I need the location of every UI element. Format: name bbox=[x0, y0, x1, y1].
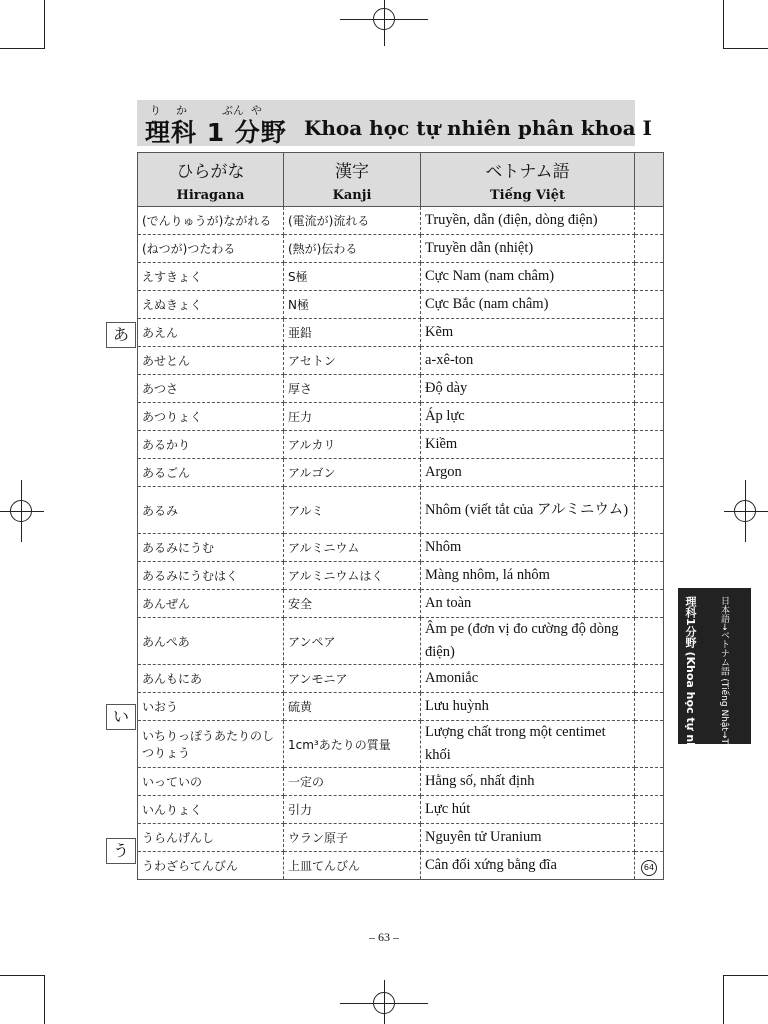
table-row bbox=[138, 263, 664, 291]
table-row bbox=[138, 431, 664, 459]
crop-mark bbox=[44, 975, 45, 1024]
hiragana-cell: えすきょく bbox=[138, 263, 284, 291]
vietnamese-cell: Âm pe (đơn vị đo cường độ dòng điện) bbox=[421, 618, 635, 665]
hiragana-cell: いおう bbox=[138, 693, 284, 721]
table-row bbox=[138, 590, 664, 618]
hiragana-cell: いんりょく bbox=[138, 796, 284, 824]
kanji-cell: 一定の bbox=[284, 768, 421, 796]
crop-mark bbox=[723, 0, 724, 48]
vietnamese-cell: Màng nhôm, lá nhôm bbox=[421, 562, 635, 590]
kanji-cell: 硫黄 bbox=[284, 693, 421, 721]
vietnamese-cell: Cực Nam (nam châm) bbox=[421, 263, 635, 291]
extra-cell bbox=[635, 263, 664, 291]
table-row bbox=[138, 347, 664, 375]
hiragana-cell: あるかり bbox=[138, 431, 284, 459]
extra-cell bbox=[635, 375, 664, 403]
index-letter-i: い bbox=[106, 704, 136, 730]
kanji-cell: S極 bbox=[284, 263, 421, 291]
crop-mark bbox=[723, 975, 724, 1024]
extra-cell bbox=[635, 590, 664, 618]
table-row bbox=[138, 235, 664, 263]
hiragana-cell: あるごん bbox=[138, 459, 284, 487]
vietnamese-cell: Kẽm bbox=[421, 319, 635, 347]
hiragana-cell: あつりょく bbox=[138, 403, 284, 431]
hiragana-cell: あるみにうむ bbox=[138, 534, 284, 562]
table-row bbox=[138, 768, 664, 796]
kanji-cell: 上皿てんびん bbox=[284, 852, 421, 880]
kanji-cell: 1cm³あたりの質量 bbox=[284, 721, 421, 768]
table-row bbox=[138, 562, 664, 590]
kanji-cell: 亜鉛 bbox=[284, 319, 421, 347]
extra-cell bbox=[635, 852, 664, 880]
hiragana-cell: うらんげんし bbox=[138, 824, 284, 852]
page-ref-marker: 64 bbox=[641, 860, 657, 876]
title-ruby: や bbox=[251, 104, 262, 117]
kanji-cell: 圧力 bbox=[284, 403, 421, 431]
extra-cell bbox=[635, 693, 664, 721]
vietnamese-cell: Argon bbox=[421, 459, 635, 487]
registration-mark bbox=[10, 500, 32, 522]
kanji-cell: アルミニウム bbox=[284, 534, 421, 562]
table-row bbox=[138, 693, 664, 721]
table-header-row bbox=[138, 153, 664, 207]
vietnamese-cell: Nguyên tử Uranium bbox=[421, 824, 635, 852]
hiragana-cell: あるみ bbox=[138, 487, 284, 534]
vietnamese-cell: Hằng số, nhất định bbox=[421, 768, 635, 796]
crop-mark bbox=[723, 975, 768, 976]
title-ruby: り bbox=[150, 104, 161, 117]
index-letter-a: あ bbox=[106, 322, 136, 348]
title-vietnamese: Khoa học tự nhiên phân khoa I bbox=[304, 116, 652, 140]
hiragana-cell: あんぜん bbox=[138, 590, 284, 618]
kanji-cell: アルミニウムはく bbox=[284, 562, 421, 590]
extra-cell bbox=[635, 562, 664, 590]
kanji-cell: 引力 bbox=[284, 796, 421, 824]
thumb-tab-language: 日本語→ベトナム語 (Tiếng Nhật→Tiếng Việt) bbox=[719, 596, 729, 788]
table-row bbox=[138, 319, 664, 347]
extra-cell bbox=[635, 235, 664, 263]
extra-cell bbox=[635, 768, 664, 796]
extra-cell bbox=[635, 796, 664, 824]
kanji-cell: N極 bbox=[284, 291, 421, 319]
extra-cell bbox=[635, 665, 664, 693]
hiragana-cell: あえん bbox=[138, 319, 284, 347]
hiragana-cell: いっていの bbox=[138, 768, 284, 796]
vietnamese-cell: Độ dày bbox=[421, 375, 635, 403]
column-header-vietnamese: ベトナム語 Tiếng Việt bbox=[421, 153, 635, 207]
hiragana-cell: あせとん bbox=[138, 347, 284, 375]
vietnamese-cell: An toàn bbox=[421, 590, 635, 618]
hiragana-cell: うわざらてんびん bbox=[138, 852, 284, 880]
extra-cell bbox=[635, 824, 664, 852]
kanji-cell: アンモニア bbox=[284, 665, 421, 693]
extra-cell bbox=[635, 459, 664, 487]
kanji-cell: アルゴン bbox=[284, 459, 421, 487]
hiragana-cell: あるみにうむはく bbox=[138, 562, 284, 590]
kanji-cell: (電流が)流れる bbox=[284, 207, 421, 235]
extra-cell bbox=[635, 431, 664, 459]
extra-cell bbox=[635, 403, 664, 431]
vietnamese-cell: Amoniắc bbox=[421, 665, 635, 693]
title-japanese: 理科 1 分野 bbox=[145, 118, 287, 147]
hiragana-cell: (ねつが)つたわる bbox=[138, 235, 284, 263]
column-header-hiragana: ひらがな Hiragana bbox=[138, 153, 284, 207]
vietnamese-cell: Kiềm bbox=[421, 431, 635, 459]
hiragana-cell: いちりっぽうあたりのしつりょう bbox=[138, 721, 284, 768]
vietnamese-cell: Áp lực bbox=[421, 403, 635, 431]
table-row bbox=[138, 291, 664, 319]
column-header-extra bbox=[635, 153, 664, 207]
hiragana-cell: えぬきょく bbox=[138, 291, 284, 319]
table-row bbox=[138, 852, 664, 880]
kanji-cell: アルミ bbox=[284, 487, 421, 534]
extra-cell bbox=[635, 207, 664, 235]
page-number: – 63 – bbox=[369, 930, 399, 944]
section-thumb-tab bbox=[678, 588, 751, 851]
table-row bbox=[138, 618, 664, 665]
crop-mark bbox=[44, 0, 45, 48]
table-row bbox=[138, 487, 664, 534]
crop-mark bbox=[0, 48, 45, 49]
vietnamese-cell: Lưu huỳnh bbox=[421, 693, 635, 721]
kanji-cell: アルカリ bbox=[284, 431, 421, 459]
hiragana-cell: あんぺあ bbox=[138, 618, 284, 665]
table-row bbox=[138, 721, 664, 768]
table-row bbox=[138, 459, 664, 487]
vietnamese-cell: Lượng chất trong một centimet khối bbox=[421, 721, 635, 768]
vietnamese-cell: Truyền dẫn (nhiệt) bbox=[421, 235, 635, 263]
vietnamese-cell: a-xê-ton bbox=[421, 347, 635, 375]
crop-mark bbox=[0, 975, 45, 976]
table-row bbox=[138, 207, 664, 235]
vietnamese-cell: Truyền, dẫn (điện, dòng điện) bbox=[421, 207, 635, 235]
column-header-kanji: 漢字 Kanji bbox=[284, 153, 421, 207]
table-row bbox=[138, 375, 664, 403]
vietnamese-cell: Nhôm bbox=[421, 534, 635, 562]
table-row bbox=[138, 403, 664, 431]
registration-mark bbox=[734, 500, 756, 522]
registration-mark bbox=[373, 8, 395, 30]
table-row bbox=[138, 665, 664, 693]
vietnamese-cell: Nhôm (viết tắt của アルミニウム) bbox=[421, 487, 635, 534]
registration-mark bbox=[373, 992, 395, 1014]
extra-cell bbox=[635, 319, 664, 347]
extra-cell bbox=[635, 534, 664, 562]
vietnamese-cell: Cực Bắc (nam châm) bbox=[421, 291, 635, 319]
kanji-cell: アンペア bbox=[284, 618, 421, 665]
hiragana-cell: あつさ bbox=[138, 375, 284, 403]
vietnamese-cell: Cân đối xứng bằng đĩa bbox=[421, 852, 635, 880]
kanji-cell: 安全 bbox=[284, 590, 421, 618]
extra-cell bbox=[635, 487, 664, 534]
hiragana-cell: あんもにあ bbox=[138, 665, 284, 693]
thumb-tab-section: 理科1分野 (Khoa học tự nhiên phân khoa I) bbox=[684, 596, 697, 851]
extra-cell bbox=[635, 291, 664, 319]
vocabulary-table bbox=[137, 152, 664, 880]
index-letter-u: う bbox=[106, 838, 136, 864]
table-row bbox=[138, 796, 664, 824]
extra-cell bbox=[635, 618, 664, 665]
extra-cell bbox=[635, 347, 664, 375]
extra-cell bbox=[635, 721, 664, 768]
title-ruby: か bbox=[176, 104, 187, 117]
hiragana-cell: (でんりゅうが)ながれる bbox=[138, 207, 284, 235]
crop-mark bbox=[723, 48, 768, 49]
title-ruby: ぶん bbox=[222, 104, 244, 117]
kanji-cell: (熱が)伝わる bbox=[284, 235, 421, 263]
table-row bbox=[138, 824, 664, 852]
table-row bbox=[138, 534, 664, 562]
kanji-cell: 厚さ bbox=[284, 375, 421, 403]
kanji-cell: ウラン原子 bbox=[284, 824, 421, 852]
kanji-cell: アセトン bbox=[284, 347, 421, 375]
vietnamese-cell: Lực hút bbox=[421, 796, 635, 824]
